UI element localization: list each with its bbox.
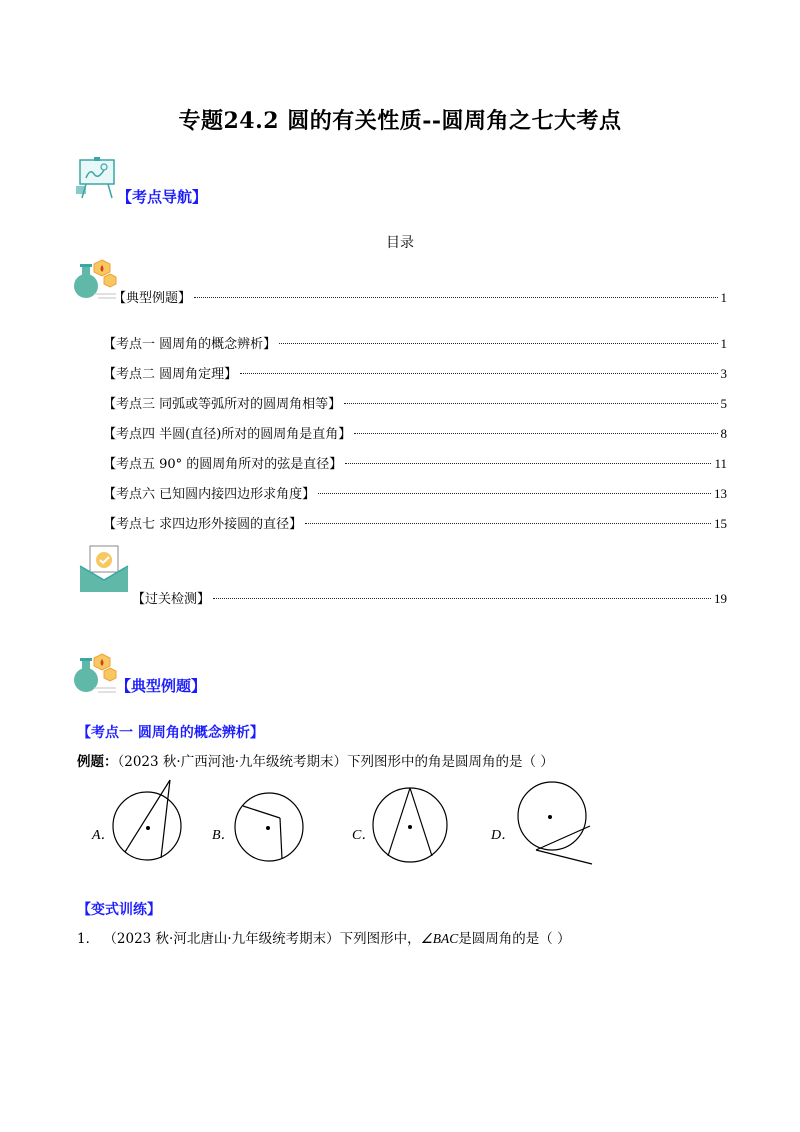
- topic-heading: 【考点一 圆周角的概念辨析】: [77, 725, 264, 741]
- toc-entry[interactable]: [103, 363, 727, 383]
- example-text: （2023 秋·广西河池·九年级统考期末）下列图形中的角是圆周角的是（ ）: [117, 754, 554, 770]
- toc-page-number: 3: [720, 366, 727, 381]
- toc-entry-label: 【考点五 90° 的圆周角所对的弦是直径】: [103, 457, 343, 472]
- toc-leader-dots: [318, 493, 711, 494]
- toc-entry[interactable]: [103, 423, 727, 443]
- question-text-before: （2023 秋·河北唐山·九年级统考期末）下列图形中，: [103, 931, 421, 947]
- toc-entry[interactable]: [103, 483, 727, 503]
- toc-entry-label: 【过关检测】: [132, 592, 211, 607]
- toc-leader-dots: [279, 343, 717, 344]
- chalkboard-teacher-icon: [74, 156, 120, 202]
- section-heading: 【典型例题】: [116, 677, 207, 695]
- example-question: [77, 750, 554, 770]
- option-b-figure: [228, 786, 310, 868]
- example-prefix: 例题：: [77, 754, 118, 770]
- option-c-figure: [368, 781, 452, 867]
- toc-entry-label: 【考点三 同弧或等弧所对的圆周角相等】: [103, 397, 342, 412]
- option-a-figure: [108, 776, 190, 866]
- toc-entry[interactable]: [103, 453, 727, 473]
- toc-page-number: 13: [714, 486, 727, 501]
- option-a-label[interactable]: A．: [92, 828, 115, 843]
- toc-leader-dots: [344, 403, 717, 404]
- toc-entry-label: 【考点一 圆周角的概念辨析】: [103, 337, 277, 352]
- toc-entry-label: 【考点四 半圆(直径)所对的圆周角是直角】: [103, 427, 352, 442]
- option-b-label[interactable]: B．: [212, 828, 235, 843]
- question-number: 1．: [77, 931, 100, 947]
- toc-entry[interactable]: [103, 513, 727, 533]
- toc-page-number: 1: [720, 336, 727, 351]
- toc-entry-label: 【考点六 已知圆内接四边形求角度】: [103, 487, 316, 502]
- toc-page-number: 19: [714, 591, 727, 606]
- toc-entry-check[interactable]: [132, 588, 727, 608]
- nav-heading: 【考点导航】: [117, 188, 208, 206]
- toc-entry-label: 【典型例题】: [113, 291, 192, 306]
- page-title: 专题24.2 圆的有关性质--圆周角之七大考点: [178, 108, 622, 134]
- toc-page-number: 8: [720, 426, 727, 441]
- angle-bac: ∠BAC: [420, 931, 459, 946]
- toc-entry-examples[interactable]: [113, 287, 727, 307]
- toc-entry[interactable]: [103, 393, 727, 413]
- toc-page-number: 11: [714, 456, 727, 471]
- envelope-checkmark-icon: [78, 544, 130, 594]
- question-text-after: 是圆周角的是（ ）: [458, 931, 571, 947]
- toc-leader-dots: [213, 598, 711, 599]
- option-d-figure: [510, 778, 602, 868]
- option-d-label[interactable]: D．: [491, 828, 516, 843]
- toc-leader-dots: [194, 297, 717, 298]
- question-1: [77, 927, 571, 947]
- flask-hexagon-icon: [72, 652, 118, 694]
- toc-entry-label: 【考点二 圆周角定理】: [103, 367, 238, 382]
- toc-leader-dots: [345, 463, 711, 464]
- toc-page-number: 5: [720, 396, 727, 411]
- toc-entries: [103, 333, 727, 533]
- toc-entry[interactable]: [103, 333, 727, 353]
- option-c-label[interactable]: C．: [352, 828, 376, 843]
- toc-page-number: 15: [714, 516, 727, 531]
- toc-leader-dots: [240, 373, 717, 374]
- toc-leader-dots: [305, 523, 711, 524]
- flask-hexagon-icon: [72, 258, 118, 300]
- toc-leader-dots: [354, 433, 717, 434]
- toc-page-number: 1: [720, 290, 727, 305]
- toc-title: 目录: [386, 235, 414, 251]
- variant-heading: 【变式训练】: [77, 902, 161, 918]
- toc-entry-label: 【考点七 求四边形外接圆的直径】: [103, 517, 303, 532]
